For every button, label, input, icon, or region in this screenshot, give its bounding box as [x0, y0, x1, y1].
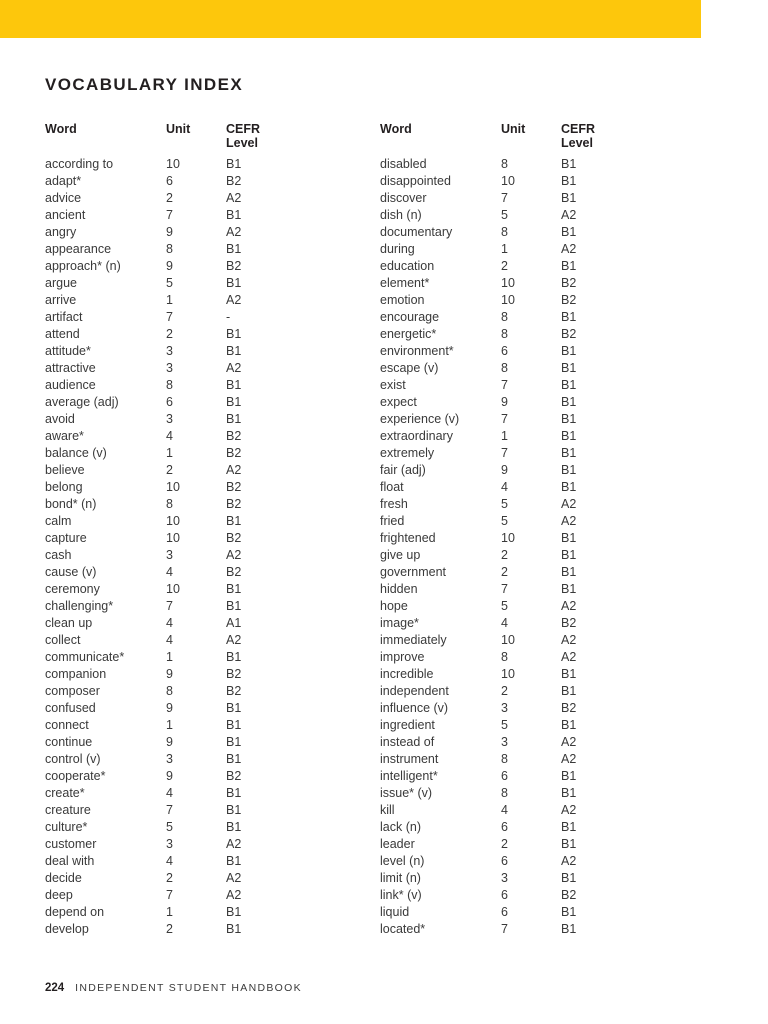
entry-unit: 10	[501, 531, 515, 545]
entry-word: artifact	[45, 310, 83, 324]
entry-word: ancient	[45, 208, 86, 222]
entry-unit: 3	[166, 837, 173, 851]
entry-cefr-level: B1	[561, 310, 577, 324]
entry-word: cause (v)	[45, 565, 97, 579]
entry-unit: 8	[501, 310, 508, 324]
entry-word: float	[380, 480, 404, 494]
entry-unit: 6	[501, 344, 508, 358]
entry-cefr-level: B2	[226, 480, 242, 494]
entry-word: culture*	[45, 820, 88, 834]
entry-word: liquid	[380, 905, 410, 919]
entry-unit: 3	[501, 871, 508, 885]
entry-unit: 10	[501, 293, 515, 307]
entry-unit: 7	[166, 310, 173, 324]
entry-cefr-level: A2	[561, 803, 577, 817]
entry-cefr-level: B1	[561, 174, 577, 188]
entry-unit: 7	[166, 208, 173, 222]
entry-unit: 7	[501, 582, 508, 596]
entry-unit: 3	[501, 735, 508, 749]
entry-unit: 8	[166, 684, 173, 698]
entry-cefr-level: B1	[561, 684, 577, 698]
entry-word: improve	[380, 650, 425, 664]
entry-word: limit (n)	[380, 871, 421, 885]
entry-cefr-level: B1	[226, 854, 242, 868]
entry-cefr-level: B2	[561, 293, 577, 307]
entry-word: angry	[45, 225, 77, 239]
entry-word: balance (v)	[45, 446, 107, 460]
entry-cefr-level: B1	[561, 905, 577, 919]
entry-cefr-level: B1	[226, 650, 242, 664]
entry-word: instead of	[380, 735, 435, 749]
entry-unit: 2	[166, 327, 173, 341]
entry-unit: 7	[501, 446, 508, 460]
entry-cefr-level: A2	[226, 293, 242, 307]
entry-cefr-level: B2	[226, 769, 242, 783]
entry-unit: 8	[501, 650, 508, 664]
entry-word: control (v)	[45, 752, 101, 766]
entry-cefr-level: B1	[561, 548, 577, 562]
entry-cefr-level: B1	[226, 395, 242, 409]
entry-cefr-level: B1	[561, 582, 577, 596]
entry-word: hidden	[380, 582, 418, 596]
entry-unit: 7	[501, 191, 508, 205]
entry-cefr-level: A2	[561, 633, 577, 647]
entry-unit: 2	[501, 548, 508, 562]
entry-word: discover	[380, 191, 427, 205]
entry-word: cash	[45, 548, 72, 562]
entry-word: approach* (n)	[45, 259, 121, 273]
entry-cefr-level: B1	[226, 752, 242, 766]
entry-unit: 7	[501, 378, 508, 392]
entry-cefr-level: B1	[561, 769, 577, 783]
entry-word: exist	[380, 378, 406, 392]
entry-unit: 9	[166, 259, 173, 273]
entry-cefr-level: B1	[226, 378, 242, 392]
entry-unit: 4	[166, 616, 173, 630]
entry-word: influence (v)	[380, 701, 449, 715]
entry-cefr-level: B1	[226, 718, 242, 732]
entry-word: incredible	[380, 667, 434, 681]
entry-cefr-level: B1	[226, 157, 242, 171]
entry-word: companion	[45, 667, 107, 681]
entry-cefr-level: A2	[561, 514, 577, 528]
entry-word: hope	[380, 599, 408, 613]
entry-word: decide	[45, 871, 82, 885]
entry-unit: 4	[166, 429, 173, 443]
entry-cefr-level: A2	[561, 735, 577, 749]
entry-unit: 4	[166, 854, 173, 868]
entry-cefr-level: B2	[561, 701, 577, 715]
entry-word: belong	[45, 480, 83, 494]
entry-word: environment*	[380, 344, 454, 358]
entry-cefr-level: B2	[226, 684, 242, 698]
entry-cefr-level: A2	[226, 361, 242, 375]
entry-cefr-level: B1	[561, 344, 577, 358]
entry-word: fair (adj)	[380, 463, 426, 477]
entry-word: intelligent*	[380, 769, 438, 783]
entry-word: issue* (v)	[380, 786, 433, 800]
entry-cefr-level: B1	[561, 463, 577, 477]
entry-unit: 4	[166, 565, 173, 579]
entry-unit: 2	[166, 922, 173, 936]
entry-word: creature	[45, 803, 91, 817]
footer-title: INDEPENDENT STUDENT HANDBOOK	[75, 982, 302, 994]
entry-cefr-level: B2	[226, 497, 242, 511]
entry-cefr-level: B2	[226, 429, 242, 443]
entry-unit: 7	[501, 922, 508, 936]
entry-word: education	[380, 259, 435, 273]
entry-unit: 5	[501, 497, 508, 511]
entry-word: connect	[45, 718, 89, 732]
entry-word: disabled	[380, 157, 427, 171]
entry-unit: 5	[166, 820, 173, 834]
entry-cefr-level: A2	[226, 191, 242, 205]
entry-word: create*	[45, 786, 85, 800]
entry-word: fresh	[380, 497, 408, 511]
entry-cefr-level: A2	[561, 752, 577, 766]
entry-unit: 10	[166, 531, 180, 545]
entry-cefr-level: B1	[561, 157, 577, 171]
entry-cefr-level: B2	[561, 327, 577, 341]
entry-word: escape (v)	[380, 361, 439, 375]
header-word: Word	[45, 122, 77, 136]
entry-unit: 3	[166, 752, 173, 766]
entry-cefr-level: B1	[561, 446, 577, 460]
entry-unit: 10	[501, 276, 515, 290]
entry-word: customer	[45, 837, 97, 851]
entry-cefr-level: B1	[226, 242, 242, 256]
entry-word: expect	[380, 395, 417, 409]
entry-cefr-level: B2	[226, 531, 242, 545]
entry-word: argue	[45, 276, 77, 290]
entry-unit: 9	[166, 667, 173, 681]
header-unit: Unit	[501, 122, 526, 136]
entry-unit: 4	[501, 616, 508, 630]
entry-unit: 8	[501, 752, 508, 766]
entry-unit: 10	[166, 480, 180, 494]
entry-cefr-level: B1	[561, 837, 577, 851]
entry-unit: 8	[501, 361, 508, 375]
entry-unit: 9	[166, 769, 173, 783]
entry-unit: 10	[166, 157, 180, 171]
entry-unit: 1	[166, 446, 173, 460]
header-cefr-level: CEFR Level	[226, 122, 261, 150]
entry-word: avoid	[45, 412, 75, 426]
entry-unit: 7	[166, 599, 173, 613]
entry-unit: 5	[501, 599, 508, 613]
entry-unit: 8	[501, 225, 508, 239]
entry-unit: 1	[501, 429, 508, 443]
entry-word: emotion	[380, 293, 425, 307]
entry-unit: 9	[166, 701, 173, 715]
entry-unit: 1	[166, 905, 173, 919]
entry-word: deal with	[45, 854, 95, 868]
header-cefr-level: CEFR Level	[561, 122, 596, 150]
entry-word: image*	[380, 616, 419, 630]
entry-word: continue	[45, 735, 93, 749]
entry-unit: 6	[501, 888, 508, 902]
entry-unit: 8	[501, 327, 508, 341]
entry-cefr-level: -	[226, 310, 231, 324]
entry-cefr-level: B1	[226, 344, 242, 358]
entry-cefr-level: A2	[561, 497, 577, 511]
entry-unit: 4	[166, 633, 173, 647]
entry-cefr-level: B1	[561, 191, 577, 205]
entry-cefr-level: A2	[561, 599, 577, 613]
entry-word: attractive	[45, 361, 96, 375]
entry-cefr-level: A2	[226, 888, 242, 902]
entry-unit: 10	[166, 514, 180, 528]
entry-cefr-level: B1	[561, 429, 577, 443]
entry-cefr-level: B1	[561, 565, 577, 579]
entry-word: aware*	[45, 429, 84, 443]
entry-cefr-level: A2	[561, 854, 577, 868]
entry-word: element*	[380, 276, 430, 290]
page-footer	[45, 982, 302, 994]
entry-word: confused	[45, 701, 96, 715]
entry-cefr-level: B1	[561, 225, 577, 239]
entry-unit: 7	[166, 803, 173, 817]
entry-word: dish (n)	[380, 208, 422, 222]
entry-cefr-level: B1	[226, 276, 242, 290]
entry-cefr-level: B1	[561, 531, 577, 545]
entry-cefr-level: B1	[226, 208, 242, 222]
entry-unit: 2	[501, 565, 508, 579]
entry-unit: 1	[166, 718, 173, 732]
entry-unit: 6	[501, 854, 508, 868]
entry-cefr-level: B2	[561, 616, 577, 630]
entry-word: government	[380, 565, 447, 579]
entry-word: capture	[45, 531, 87, 545]
entry-cefr-level: A2	[561, 242, 577, 256]
entry-unit: 8	[501, 157, 508, 171]
entry-unit: 6	[166, 395, 173, 409]
entry-word: attend	[45, 327, 80, 341]
header-accent-bar	[0, 0, 701, 38]
entry-cefr-level: B2	[561, 276, 577, 290]
entry-word: ceremony	[45, 582, 100, 596]
header-unit: Unit	[166, 122, 191, 136]
entry-unit: 10	[501, 633, 515, 647]
entry-word: documentary	[380, 225, 453, 239]
entry-cefr-level: A2	[226, 871, 242, 885]
entry-word: calm	[45, 514, 72, 528]
entry-word: kill	[380, 803, 395, 817]
entry-word: deep	[45, 888, 73, 902]
entry-unit: 2	[166, 191, 173, 205]
entry-word: composer	[45, 684, 100, 698]
entry-cefr-level: A2	[226, 837, 242, 851]
entry-word: collect	[45, 633, 81, 647]
entry-unit: 6	[166, 174, 173, 188]
entry-unit: 8	[166, 378, 173, 392]
entry-word: located*	[380, 922, 426, 936]
entry-word: independent	[380, 684, 449, 698]
entry-cefr-level: A2	[226, 548, 242, 562]
entry-word: clean up	[45, 616, 93, 630]
entry-cefr-level: B1	[226, 412, 242, 426]
entry-word: leader	[380, 837, 415, 851]
entry-cefr-level: B1	[561, 786, 577, 800]
entry-word: believe	[45, 463, 85, 477]
entry-word: bond* (n)	[45, 497, 97, 511]
entry-word: energetic*	[380, 327, 437, 341]
entry-word: extremely	[380, 446, 435, 460]
entry-cefr-level: A2	[226, 225, 242, 239]
entry-unit: 2	[501, 837, 508, 851]
entry-word: arrive	[45, 293, 77, 307]
entry-cefr-level: B1	[226, 514, 242, 528]
entry-cefr-level: A1	[226, 616, 242, 630]
entry-word: during	[380, 242, 415, 256]
entry-cefr-level: B1	[226, 922, 242, 936]
entry-word: according to	[45, 157, 114, 171]
entry-unit: 3	[166, 548, 173, 562]
entry-cefr-level: B1	[226, 735, 242, 749]
header-word: Word	[380, 122, 412, 136]
entry-cefr-level: A2	[226, 463, 242, 477]
entry-cefr-level: B1	[561, 820, 577, 834]
page-title: VOCABULARY INDEX	[45, 75, 244, 94]
entry-cefr-level: B1	[561, 667, 577, 681]
entry-unit: 8	[166, 242, 173, 256]
entry-word: develop	[45, 922, 89, 936]
entry-word: attitude*	[45, 344, 91, 358]
entry-cefr-level: B1	[226, 803, 242, 817]
entry-cefr-level: B1	[561, 718, 577, 732]
entry-unit: 5	[501, 208, 508, 222]
entry-cefr-level: B1	[226, 327, 242, 341]
entry-unit: 3	[166, 361, 173, 375]
entry-unit: 1	[501, 242, 508, 256]
entry-cefr-level: B2	[226, 667, 242, 681]
entry-cefr-level: B1	[561, 259, 577, 273]
entry-unit: 5	[501, 514, 508, 528]
entry-unit: 9	[166, 225, 173, 239]
entry-word: instrument	[380, 752, 439, 766]
entry-word: cooperate*	[45, 769, 106, 783]
entry-unit: 5	[166, 276, 173, 290]
entry-cefr-level: B1	[561, 378, 577, 392]
entry-word: link* (v)	[380, 888, 422, 902]
entry-cefr-level: B2	[226, 174, 242, 188]
entry-unit: 10	[501, 667, 515, 681]
entry-unit: 2	[166, 463, 173, 477]
entry-cefr-level: B2	[226, 259, 242, 273]
entry-word: advice	[45, 191, 82, 205]
entry-unit: 2	[166, 871, 173, 885]
entry-unit: 9	[501, 395, 508, 409]
entry-cefr-level: B2	[561, 888, 577, 902]
entry-word: level (n)	[380, 854, 425, 868]
entry-cefr-level: B1	[226, 905, 242, 919]
entry-word: ingredient	[380, 718, 435, 732]
entry-word: lack (n)	[380, 820, 421, 834]
entry-cefr-level: A2	[561, 650, 577, 664]
entry-unit: 5	[501, 718, 508, 732]
entry-unit: 2	[501, 684, 508, 698]
entry-cefr-level: B1	[226, 599, 242, 613]
entry-unit: 6	[501, 769, 508, 783]
entry-unit: 10	[501, 174, 515, 188]
entry-word: give up	[380, 548, 421, 562]
entry-word: immediately	[380, 633, 447, 647]
entry-word: disappointed	[380, 174, 451, 188]
entry-unit: 7	[501, 412, 508, 426]
entry-cefr-level: B2	[226, 565, 242, 579]
entry-word: adapt*	[45, 174, 82, 188]
entry-unit: 4	[501, 480, 508, 494]
entry-cefr-level: B1	[561, 361, 577, 375]
entry-cefr-level: B1	[561, 922, 577, 936]
entry-unit: 7	[166, 888, 173, 902]
entry-unit: 1	[166, 650, 173, 664]
entry-cefr-level: B1	[226, 786, 242, 800]
entry-unit: 2	[501, 259, 508, 273]
entry-cefr-level: B1	[226, 820, 242, 834]
entry-cefr-level: B2	[226, 446, 242, 460]
entry-unit: 8	[166, 497, 173, 511]
entry-unit: 3	[166, 344, 173, 358]
entry-cefr-level: B1	[561, 412, 577, 426]
entry-word: audience	[45, 378, 96, 392]
entry-word: depend on	[45, 905, 105, 919]
entry-unit: 6	[501, 905, 508, 919]
entry-word: fried	[380, 514, 405, 528]
entry-unit: 8	[501, 786, 508, 800]
entry-word: appearance	[45, 242, 112, 256]
entry-cefr-level: A2	[226, 633, 242, 647]
entry-unit: 3	[501, 701, 508, 715]
entry-word: frightened	[380, 531, 436, 545]
entry-cefr-level: B1	[561, 480, 577, 494]
entry-cefr-level: B1	[226, 582, 242, 596]
entry-word: extraordinary	[380, 429, 453, 443]
entry-word: average (adj)	[45, 395, 119, 409]
entry-unit: 4	[501, 803, 508, 817]
entry-unit: 4	[166, 786, 173, 800]
entry-unit: 10	[166, 582, 180, 596]
entry-cefr-level: B1	[561, 871, 577, 885]
entry-unit: 9	[501, 463, 508, 477]
entry-unit: 3	[166, 412, 173, 426]
entry-word: communicate*	[45, 650, 125, 664]
entry-word: experience (v)	[380, 412, 460, 426]
entry-unit: 1	[166, 293, 173, 307]
entry-cefr-level: B1	[561, 395, 577, 409]
entry-word: challenging*	[45, 599, 114, 613]
page-number: 224	[45, 982, 65, 994]
entry-unit: 9	[166, 735, 173, 749]
entry-word: encourage	[380, 310, 440, 324]
entry-cefr-level: B1	[226, 701, 242, 715]
entry-cefr-level: A2	[561, 208, 577, 222]
entry-unit: 6	[501, 820, 508, 834]
